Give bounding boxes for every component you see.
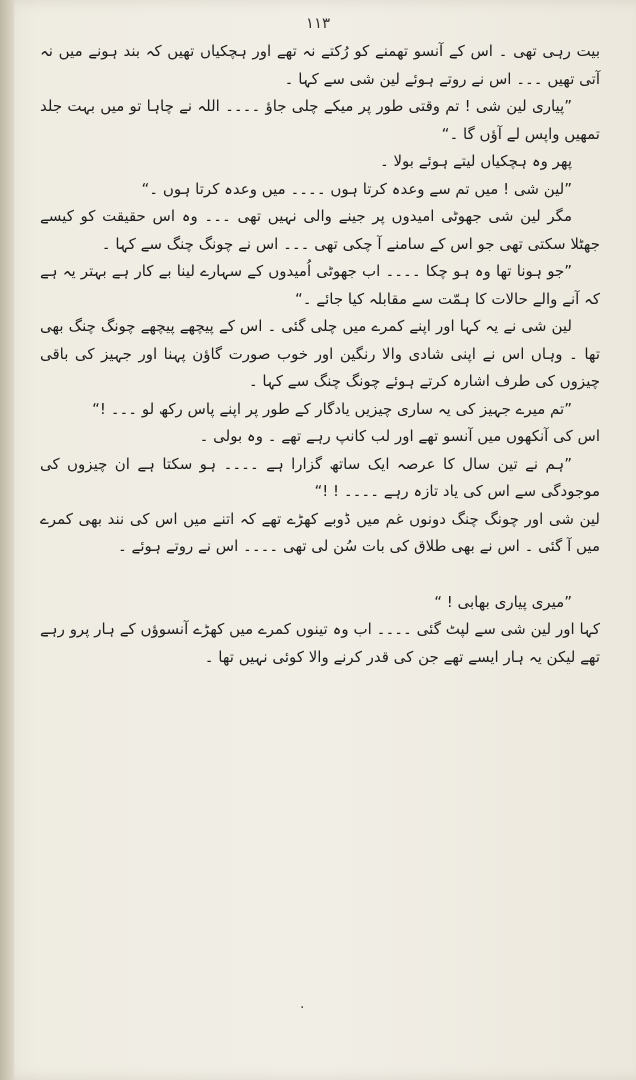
paragraph-3: پھر وہ ہچکیاں لیتے ہوئے بولا ۔ bbox=[379, 152, 572, 170]
paragraph-4: ”لین شی ! میں تم سے وعدہ کرتا ہوں ۔۔۔۔ میں وعدہ کرتا ہوں ۔“ bbox=[141, 179, 572, 198]
paragraph-1: بیت رہی تھی ۔ اس کے آنسو تھمنے کو رُکتے نہ تھے اور ہچکیاں تھیں کہ بند ہونے میں نہ آتی تھیں ۔۔۔ اس نے روتے ہوئے لین شی سے کہا ۔ bbox=[40, 42, 600, 88]
page-binding-shadow bbox=[0, 0, 14, 1080]
paragraph-10: ”ہم نے تین سال کا عرصہ ایک ساتھ گزارا ہے ۔۔۔۔ ہو سکتا ہے ان چیزوں کی موجودگی سے اس کی یاد تازہ رہے ۔۔۔۔ ! !“ bbox=[40, 454, 600, 500]
page-number: ١١٣ bbox=[305, 14, 331, 32]
body-text bbox=[40, 38, 600, 671]
paragraph-9: اس کی آنکھوں میں آنسو تھے اور لب کانپ رہے تھے ۔ وہ بولی ۔ bbox=[199, 427, 600, 445]
paragraph-8: ”تم میرے جہیز کی یہ ساری چیزیں یادگار کے طور پر اپنے پاس رکھ لو ۔۔۔ !“ bbox=[92, 399, 572, 418]
paragraph-2: ”پیاری لین شی ! تم وقتی طور پر میکے چلی جاؤ ۔۔۔۔ اللہ نے چاہا تو میں بہت جلد تمھیں واپس لے آؤں گا ۔“ bbox=[40, 97, 600, 143]
paragraph-7: لین شی نے یہ کہا اور اپنے کمرے میں چلی گئی ۔ اس کے پیچھے پیچھے چونگ چنگ بھی تھا ۔ وہاں اس نے اپنی شادی والا رنگین اور خوب صورت گاؤن پہنا اور جہیز کی باقی چیزوں کی طرف اشارہ کرتے ہوئے چونگ چنگ سے کہا ۔ bbox=[40, 317, 600, 390]
paragraph-13: کہا اور لین شی سے لپٹ گئی ۔۔۔۔ اب وہ تینوں کمرے میں کھڑے آنسوؤں کے ہار پرو رہے تھے لیکن یہ ہار ایسے تھے جن کی قدر کرنے والا کوئی نہیں تھا ۔ bbox=[40, 620, 600, 666]
paragraph-11: لین شی اور چونگ چنگ دونوں غم میں ڈوبے کھڑے تھے کہ اتنے میں اس کی نند بھی کمرے میں آ گئی ۔ اس نے بھی طلاق کی بات سُن لی تھی ۔۔۔۔ اس نے روتے ہوئے ۔ bbox=[40, 509, 600, 555]
paragraph-5: مگر لین شی جھوٹی امیدوں پر جینے والی نہیں تھی ۔۔۔ وہ اس حقیقت کو کیسے جھٹلا سکتی تھی جو اس کے سامنے آ چکی تھی ۔۔۔ اس نے چونگ چنگ سے کہا ۔ bbox=[40, 207, 600, 253]
paragraph-6: ”جو ہونا تھا وہ ہو چکا ۔۔۔۔ اب جھوٹی اُمیدوں کے سہارے لینا بے کار ہے بہتر یہ ہے کہ آنے والے حالات کا ہمّت سے مقابلہ کیا جائے ۔“ bbox=[40, 262, 600, 308]
paragraph-12: ”میری پیاری بھابی ! “ bbox=[434, 592, 572, 611]
paragraph-spacer bbox=[40, 561, 600, 589]
end-mark: . bbox=[300, 996, 305, 1012]
